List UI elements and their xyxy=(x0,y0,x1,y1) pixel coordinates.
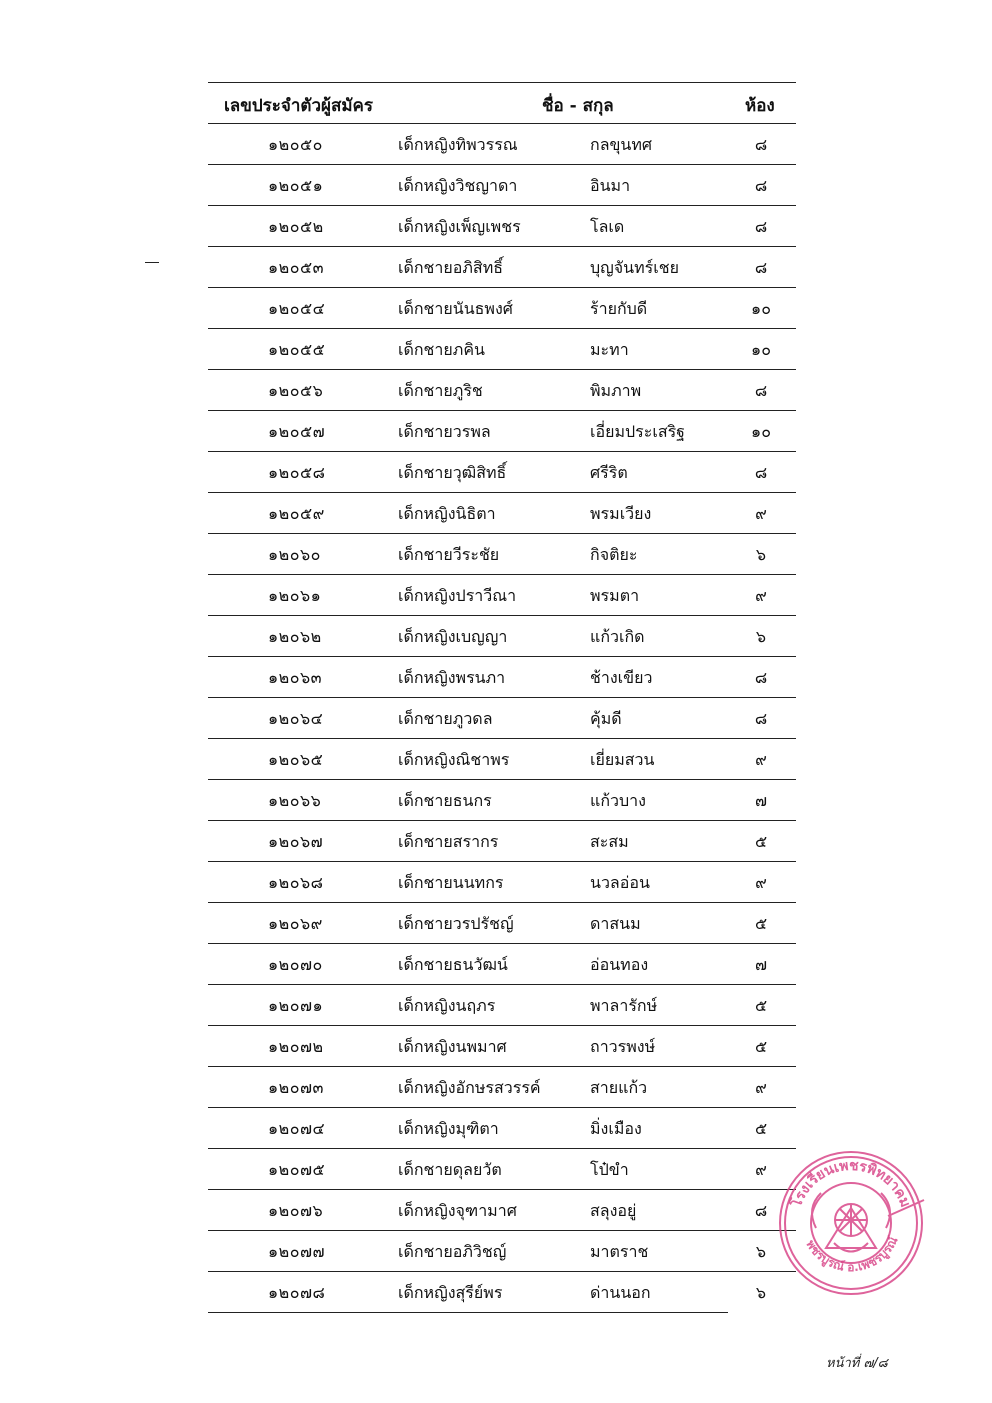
table-row xyxy=(208,124,796,165)
table-header xyxy=(208,82,796,124)
room-cell: ๘ xyxy=(754,668,768,687)
room-cell: ๕ xyxy=(754,914,768,933)
last-name-cell: พิมภาพ xyxy=(590,381,642,400)
table-row xyxy=(208,698,796,739)
first-name-cell: เด็กหญิงสุรีย์พร xyxy=(398,1283,503,1302)
applicant-id-cell: ๑๒๐๕๘ xyxy=(268,463,326,482)
table-row xyxy=(208,985,796,1026)
last-name-cell: เอี่ยมประเสริฐ xyxy=(590,422,685,441)
room-cell: ๘ xyxy=(754,709,768,728)
table-row xyxy=(208,739,796,780)
table-row xyxy=(208,1231,796,1272)
table-row xyxy=(208,452,796,493)
first-name-cell: เด็กหญิงเบญญา xyxy=(398,627,508,646)
room-cell: ๕ xyxy=(754,996,768,1015)
first-name-cell: เด็กหญิงนพมาศ xyxy=(398,1037,507,1056)
last-name-cell: คุ้มดี xyxy=(590,709,622,728)
applicant-id-cell: ๑๒๐๖๗ xyxy=(268,832,324,851)
table-row xyxy=(208,329,796,370)
table-row xyxy=(208,247,796,288)
last-name-cell: กลขุนทศ xyxy=(590,135,653,154)
room-cell: ๙ xyxy=(755,1078,767,1097)
room-cell: ๕ xyxy=(754,1119,768,1138)
last-name-cell: ดาสนม xyxy=(590,914,641,933)
last-name-cell: ช้างเขียว xyxy=(590,668,653,687)
table-row xyxy=(208,370,796,411)
last-name-cell: ศรีริต xyxy=(590,463,628,482)
first-name-cell: เด็กชายภูริช xyxy=(398,381,483,400)
applicant-id-cell: ๑๒๐๗๔ xyxy=(268,1119,326,1138)
table-row xyxy=(208,411,796,452)
last-name-cell: ถาวรพงษ์ xyxy=(590,1037,656,1056)
applicant-id-cell: ๑๒๐๗๒ xyxy=(268,1037,324,1056)
first-name-cell: เด็กชายอภิวิชญ์ xyxy=(398,1242,507,1261)
last-name-cell: พรมตา xyxy=(590,586,640,605)
table-row xyxy=(208,657,796,698)
first-name-cell: เด็กชายวีระชัย xyxy=(398,545,500,564)
applicant-id-cell: ๑๒๐๖๙ xyxy=(268,914,323,933)
applicant-id-cell: ๑๒๐๗๗ xyxy=(268,1242,326,1261)
applicant-id-cell: ๑๒๐๖๑ xyxy=(268,586,322,605)
applicant-id-cell: ๑๒๐๖๕ xyxy=(268,750,324,769)
room-cell: ๕ xyxy=(754,1037,768,1056)
first-name-cell: เด็กหญิงเพ็ญเพชร xyxy=(398,217,521,236)
table-row xyxy=(208,821,796,862)
first-name-cell: เด็กชายธนวัฒน์ xyxy=(398,955,508,974)
room-cell: ๑๐ xyxy=(751,340,771,359)
applicant-id-cell: ๑๒๐๕๗ xyxy=(268,422,326,441)
seal-bottom-text: พชรบูรณ์ อ.เพชรบูรณ์ xyxy=(803,1234,901,1275)
applicant-id-cell: ๑๒๐๕๓ xyxy=(268,258,325,277)
first-name-cell: เด็กหญิงนิธิตา xyxy=(398,504,496,523)
room-cell: ๘ xyxy=(754,1201,768,1220)
table-row xyxy=(208,944,796,985)
first-name-cell: เด็กหญิงปราวีณา xyxy=(398,586,517,605)
last-name-cell: เยี่ยมสวน xyxy=(590,750,655,769)
room-cell: ๘ xyxy=(754,258,768,277)
table-row xyxy=(208,288,796,329)
applicant-id-cell: ๑๒๐๕๐ xyxy=(268,135,323,154)
first-name-cell: เด็กหญิงจุฑามาศ xyxy=(398,1201,517,1220)
table-row xyxy=(208,575,796,616)
page-number: หน้าที่ ๗/๘ xyxy=(826,1356,888,1371)
seal-graphic xyxy=(776,1148,926,1298)
table-row xyxy=(208,862,796,903)
first-name-cell: เด็กหญิงนฤภร xyxy=(398,996,496,1015)
room-cell: ๖ xyxy=(755,1283,767,1302)
applicant-id-cell: ๑๒๐๖๒ xyxy=(268,627,322,646)
table-row xyxy=(208,780,796,821)
room-cell: ๑๐ xyxy=(751,422,771,441)
table-row xyxy=(208,1108,796,1149)
margin-mark xyxy=(145,262,159,263)
last-name-cell: แก้วเกิด xyxy=(590,627,645,646)
last-name-cell: มิ่งเมือง xyxy=(590,1119,642,1138)
table-row xyxy=(208,616,796,657)
table-row xyxy=(208,165,796,206)
table-row xyxy=(208,1190,796,1231)
applicant-id-cell: ๑๒๐๖๖ xyxy=(268,791,322,810)
first-name-cell: เด็กหญิงณิชาพร xyxy=(398,750,510,769)
first-name-cell: เด็กหญิงมุฑิตา xyxy=(398,1119,499,1138)
applicant-id-cell: ๑๒๐๕๑ xyxy=(268,176,324,195)
applicant-id-cell: ๑๒๐๕๕ xyxy=(268,340,326,359)
header-applicant-id: เลขประจำตัวผู้สมัคร xyxy=(224,96,374,116)
first-name-cell: เด็กชายภูวดล xyxy=(398,709,493,728)
seal-top-text: โรงเรียนเพชรพิทยาคม xyxy=(788,1157,914,1210)
applicant-id-cell: ๑๒๐๗๘ xyxy=(268,1283,326,1302)
first-name-cell: เด็กหญิงวิชญาดา xyxy=(398,176,518,195)
room-cell: ๙ xyxy=(755,586,767,605)
room-cell: ๗ xyxy=(754,955,768,974)
first-name-cell: เด็กชายวรพล xyxy=(398,422,491,441)
header-room: ห้อง xyxy=(745,96,775,116)
last-name-cell: ด่านนอก xyxy=(590,1283,651,1302)
first-name-cell: เด็กชายภคิน xyxy=(398,340,485,359)
school-seal-stamp xyxy=(776,1148,926,1298)
applicant-id-cell: ๑๒๐๗๑ xyxy=(268,996,324,1015)
room-cell: ๙ xyxy=(755,504,767,523)
room-cell: ๘ xyxy=(754,463,768,482)
applicant-id-cell: ๑๒๐๗๕ xyxy=(268,1160,326,1179)
applicant-table xyxy=(208,82,796,1313)
last-name-cell: อ่อนทอง xyxy=(590,955,649,974)
first-name-cell: เด็กชายสรากร xyxy=(398,832,499,851)
applicant-id-cell: ๑๒๐๗๖ xyxy=(268,1201,324,1220)
header-full-name: ชื่อ - สกุล xyxy=(542,96,614,116)
table-row xyxy=(208,1272,767,1313)
last-name-cell: มะทา xyxy=(590,340,629,359)
room-cell: ๖ xyxy=(755,1242,767,1261)
room-cell: ๘ xyxy=(754,217,768,236)
last-name-cell: สายแก้ว xyxy=(590,1078,648,1097)
first-name-cell: เด็กชายดุลยวัต xyxy=(398,1160,502,1179)
first-name-cell: เด็กหญิงอักษรสวรรค์ xyxy=(398,1078,541,1097)
applicant-id-cell: ๑๒๐๕๔ xyxy=(268,299,326,318)
applicant-id-cell: ๑๒๐๕๒ xyxy=(268,217,324,236)
last-name-cell: บุญจันทร์เชย xyxy=(590,258,679,277)
last-name-cell: แก้วบาง xyxy=(590,791,646,810)
last-name-cell: อินมา xyxy=(590,176,631,195)
table-body xyxy=(208,124,796,1313)
last-name-cell: พาลารักษ์ xyxy=(590,996,658,1015)
last-name-cell: กิจติยะ xyxy=(590,545,638,564)
table-row xyxy=(208,1149,796,1190)
applicant-id-cell: ๑๒๐๖๘ xyxy=(268,873,324,892)
room-cell: ๑๐ xyxy=(751,299,771,318)
last-name-cell: นวลอ่อน xyxy=(590,873,650,892)
first-name-cell: เด็กชายธนกร xyxy=(398,791,492,810)
applicant-id-cell: ๑๒๐๖๓ xyxy=(268,668,323,687)
room-cell: ๕ xyxy=(754,832,768,851)
applicant-id-cell: ๑๒๐๖๐ xyxy=(268,545,321,564)
room-cell: ๙ xyxy=(755,1160,767,1179)
table-row xyxy=(208,1026,796,1067)
last-name-cell: ร้ายกับดี xyxy=(590,299,648,318)
last-name-cell: สะสม xyxy=(590,832,629,851)
table-row xyxy=(208,206,796,247)
first-name-cell: เด็กหญิงพรนภา xyxy=(398,668,506,687)
last-name-cell: โลเด xyxy=(590,217,625,236)
table-row xyxy=(208,493,796,534)
room-cell: ๖ xyxy=(755,627,767,646)
table-row xyxy=(208,903,796,944)
room-cell: ๘ xyxy=(754,135,768,154)
room-cell: ๙ xyxy=(755,750,767,769)
room-cell: ๙ xyxy=(755,873,767,892)
room-cell: ๘ xyxy=(754,176,768,195)
first-name-cell: เด็กหญิงทิพวรรณ xyxy=(398,135,518,154)
first-name-cell: เด็กชายวุฒิสิทธิ์ xyxy=(398,463,507,482)
room-cell: ๗ xyxy=(754,791,768,810)
applicant-id-cell: ๑๒๐๗๓ xyxy=(268,1078,324,1097)
applicant-id-cell: ๑๒๐๕๙ xyxy=(268,504,325,523)
last-name-cell: พรมเวียง xyxy=(590,504,652,523)
applicant-id-cell: ๑๒๐๖๔ xyxy=(268,709,324,728)
table-row xyxy=(208,534,796,575)
first-name-cell: เด็กชายวรปรัชญ์ xyxy=(398,914,514,933)
room-cell: ๖ xyxy=(755,545,767,564)
table-row xyxy=(208,1067,796,1108)
first-name-cell: เด็กชายอภิสิทธิ์ xyxy=(398,258,503,277)
applicant-id-cell: ๑๒๐๗๐ xyxy=(268,955,323,974)
first-name-cell: เด็กชายนันธพงศ์ xyxy=(398,299,513,318)
room-cell: ๘ xyxy=(754,381,768,400)
last-name-cell: สลุงอยู่ xyxy=(590,1201,637,1220)
first-name-cell: เด็กชายนนทกร xyxy=(398,873,504,892)
last-name-cell: มาตราช xyxy=(590,1242,649,1261)
applicant-id-cell: ๑๒๐๕๖ xyxy=(268,381,324,400)
last-name-cell: โป๋ขำ xyxy=(590,1160,629,1179)
